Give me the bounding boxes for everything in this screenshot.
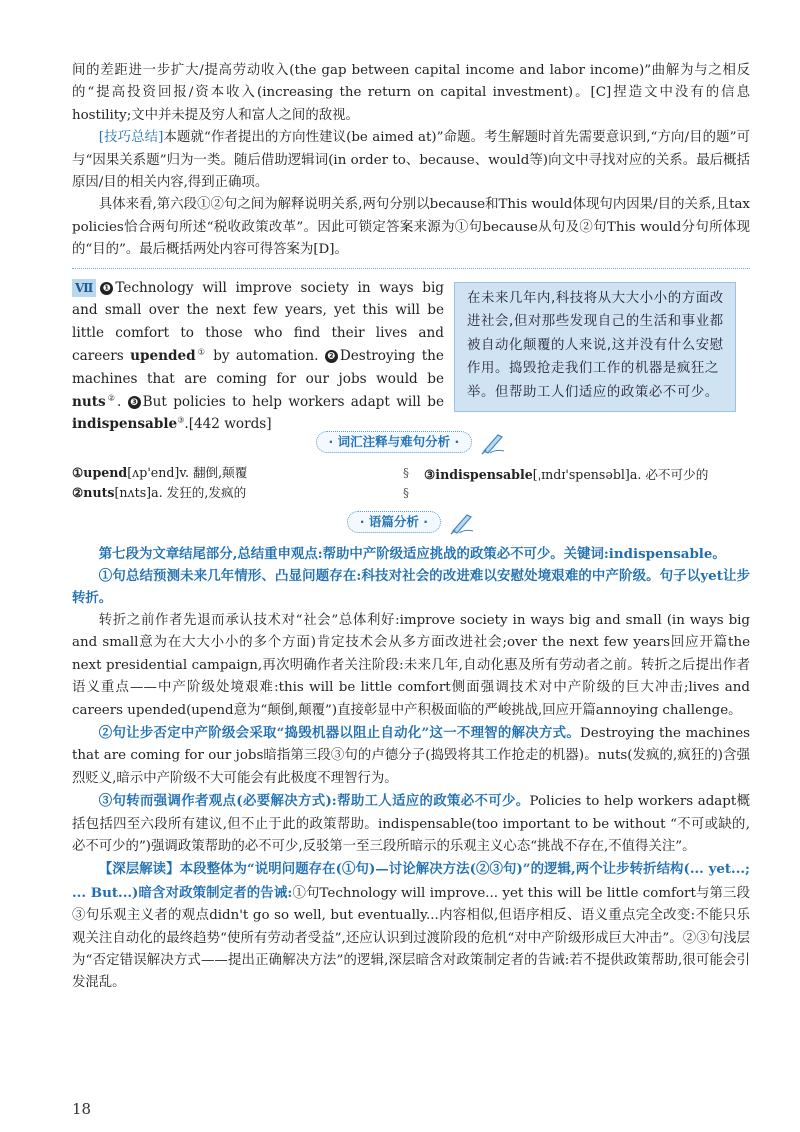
analysis-heading: · 语篇分析 · [347,511,441,533]
section-mark: Ⅶ [72,279,96,297]
english-passage [72,277,444,437]
analysis-summary: 第七段为文章结尾部分,总结重申观点:帮助中产阶级适应挑战的政策必不可少。关键词:indispensable。 [98,545,726,562]
pen-icon [480,431,506,455]
page-content [72,60,750,995]
sentence-number-2: ❷ [325,350,338,363]
analysis-sentence-2-detail: Destroying the machines that are coming for our jobs暗指第三段③句的卢德分子(捣毁将其工作抢走的机器)。nuts(发疯的,疯狂的)含强烈贬义,暗示中产阶级不大可能会有此极度不理智行为。 [72,725,751,786]
vocab-item-indispensable [424,465,744,485]
vocab-item-upend [72,463,392,483]
vocab-item-definition: [ʌp'end]v. 翻倒,颠覆 [127,464,248,480]
tip-summary-text: 本题就“作者提出的方向性建议(be aimed at)”命题。考生解题时首先需要意识到,“方向/目的题”可与“因果关系题”归为一类。随后借助逻辑词(in order to、because、would等)向文中寻找对应的关系。最后概括原因/目的相关内容,得到正确项。 [72,130,750,191]
vocab-item-definition: [ˌɪndɪ'spensəbl]a. 必不可少的 [532,466,709,482]
sentence-1a: Technology will improve society in ways big and small over the next few years, yet this will be little comfort to those who find their lives and careers [72,279,444,365]
footnote-mark-2: ② [105,393,117,403]
sentence-3a: But policies to help workers adapt will be [142,393,444,410]
sentence-number-1: ❶ [100,282,113,295]
vocab-heading-row [72,431,750,457]
sentence-2a: Destroying the machines that are coming for our jobs would be [72,348,444,387]
vocab-item-word: ②nuts [72,484,115,500]
sentence-3b: . [184,416,189,433]
deep-interpretation-key: 【深层解读】本段整体为“说明问题存在(①句)—讨论解决方法(②③句)”的逻辑,两个让步转折结构(... yet...; ... But...)暗含对政策制定者的告诫: [72,861,750,901]
detail-paragraph: 具体来看,第六段①②句之间为解释说明关系,两句分别以because和This would体现句内因果/目的关系,且tax policies恰合两句所述“税收政策改革”。因此可锁定答案来源为①句because从句及②句This would分句所体现的“目的”。最后概括两处内容可得答案为[D]。 [72,197,750,258]
answer-analysis-paragraph: 间的差距进一步扩大/提高劳动收入(the gap between capital income and labor income)”曲解为与之相反的“提高投资回报/资本收入(increasing the return on capital investment)。[C]捏造文中没有的信息hostility;文中并未提及穷人和富人之间的敌视。 [72,63,750,123]
vocab-word-upended: upended [130,348,196,365]
sentence-1b: by automation. [206,348,319,365]
analysis-sentence-3-key: ③句转而强调作者观点(必要解决方式):帮助工人适应的政策必不可少。 [98,793,530,810]
footnote-mark-3: ③ [177,415,185,425]
analysis-heading-row [72,511,750,537]
passage-block [72,277,750,433]
analysis-sentence-3-detail: Policies to help workers adapt概括包括四至六段所有建议,但不止于此的政策帮助。indispensable(too important to be without “不可或缺的,必不可少的”)强调政策帮助的必不可少,反驳第一至三段所暗示的乐观主义心态“挑战不存在,不值得关注”。 [72,794,750,854]
analysis-sentence-3 [72,790,750,858]
vocab-word-indispensable: indispensable [72,416,178,433]
vocab-item-word: ③indispensable [424,466,533,482]
vocab-item-word: ①upend [72,464,128,480]
vocab-item-nuts [72,483,392,503]
word-count: [442 words] [188,416,272,433]
sentence-2b: . [116,393,122,410]
analysis-sentence-1: ①句总结预测未来几年情形、凸显问题存在:科技对社会的改进难以安慰处境艰难的中产阶级。句子以yet让步转折。 [72,568,750,607]
deep-interpretation [72,858,750,994]
section-divider [72,268,750,269]
tip-summary-label: [技巧总结] [98,130,164,146]
vocab-heading: · 词汇注释与难句分析 · [316,431,473,453]
vocab-word-nuts: nuts [72,393,106,410]
vocab-column-left [72,463,392,503]
analysis-sentence-2-key: ②句让步否定中产阶级会采取“捣毁机器以阻止自动化”这一不理智的解决方式。 [98,724,581,741]
vocab-list [72,463,750,507]
translation-box: 在未来几年内,科技将从大大小小的方面改进社会,但对那些发现自己的生活和事业都被自动化颠覆的人来说,这并没有什么安慰作用。捣毁抢走我们工作的机器是疯狂之举。但帮助工人们适应的政策必不可少。 [454,282,736,412]
analysis-sentence-1-detail: 转折之前作者先退而承认技术对“社会”总体利好:improve society in ways big and small (in ways big and small意为在大大小小的多个方面)肯定技术会从多方面改进社会;over the next few years回应开篇the next presidential campaign,再次明确作者关注阶段:未来几年,自动化惠及所有劳动者之前。转折之后提出作者语义重点——中产阶级处境艰难:this will be little comfort侧面强调技术对中产阶级的巨大冲击;lives and careers upended(upend意为“颠倒,颠覆”)直接彰显中产积极面临的严峻挑战,回应开篇annoying challenge。 [72,612,750,718]
sentence-number-3: ❸ [128,396,141,409]
vocab-separator: § § [403,465,409,500]
tip-summary-paragraph [72,127,750,194]
analysis-sentence-2 [72,722,750,790]
pen-icon [449,511,475,535]
deep-interpretation-detail: ①句Technology will improve... yet this will be little comfort与第三段③句乐观主义者的观点didn't go so well, but eventually...内容相似,但语序相反、语义重点完全改变:不能只乐观关注自动化的最终趋势“使所有劳动者受益”,还应认识到过渡阶段的危机“对中产阶级形成巨大冲击”。②③句浅层为“否定错误解决方式——提出正确解决方法”的逻辑,深层暗含对政策制定者的告诫:若不提供政策帮助,很可能会引发混乱。 [72,885,750,991]
page-number: 18 [72,1100,92,1118]
footnote-mark-1: ① [195,347,207,357]
vocab-column-right [424,465,744,485]
vocab-item-definition: [nʌts]a. 发狂的,发疯的 [114,484,247,500]
